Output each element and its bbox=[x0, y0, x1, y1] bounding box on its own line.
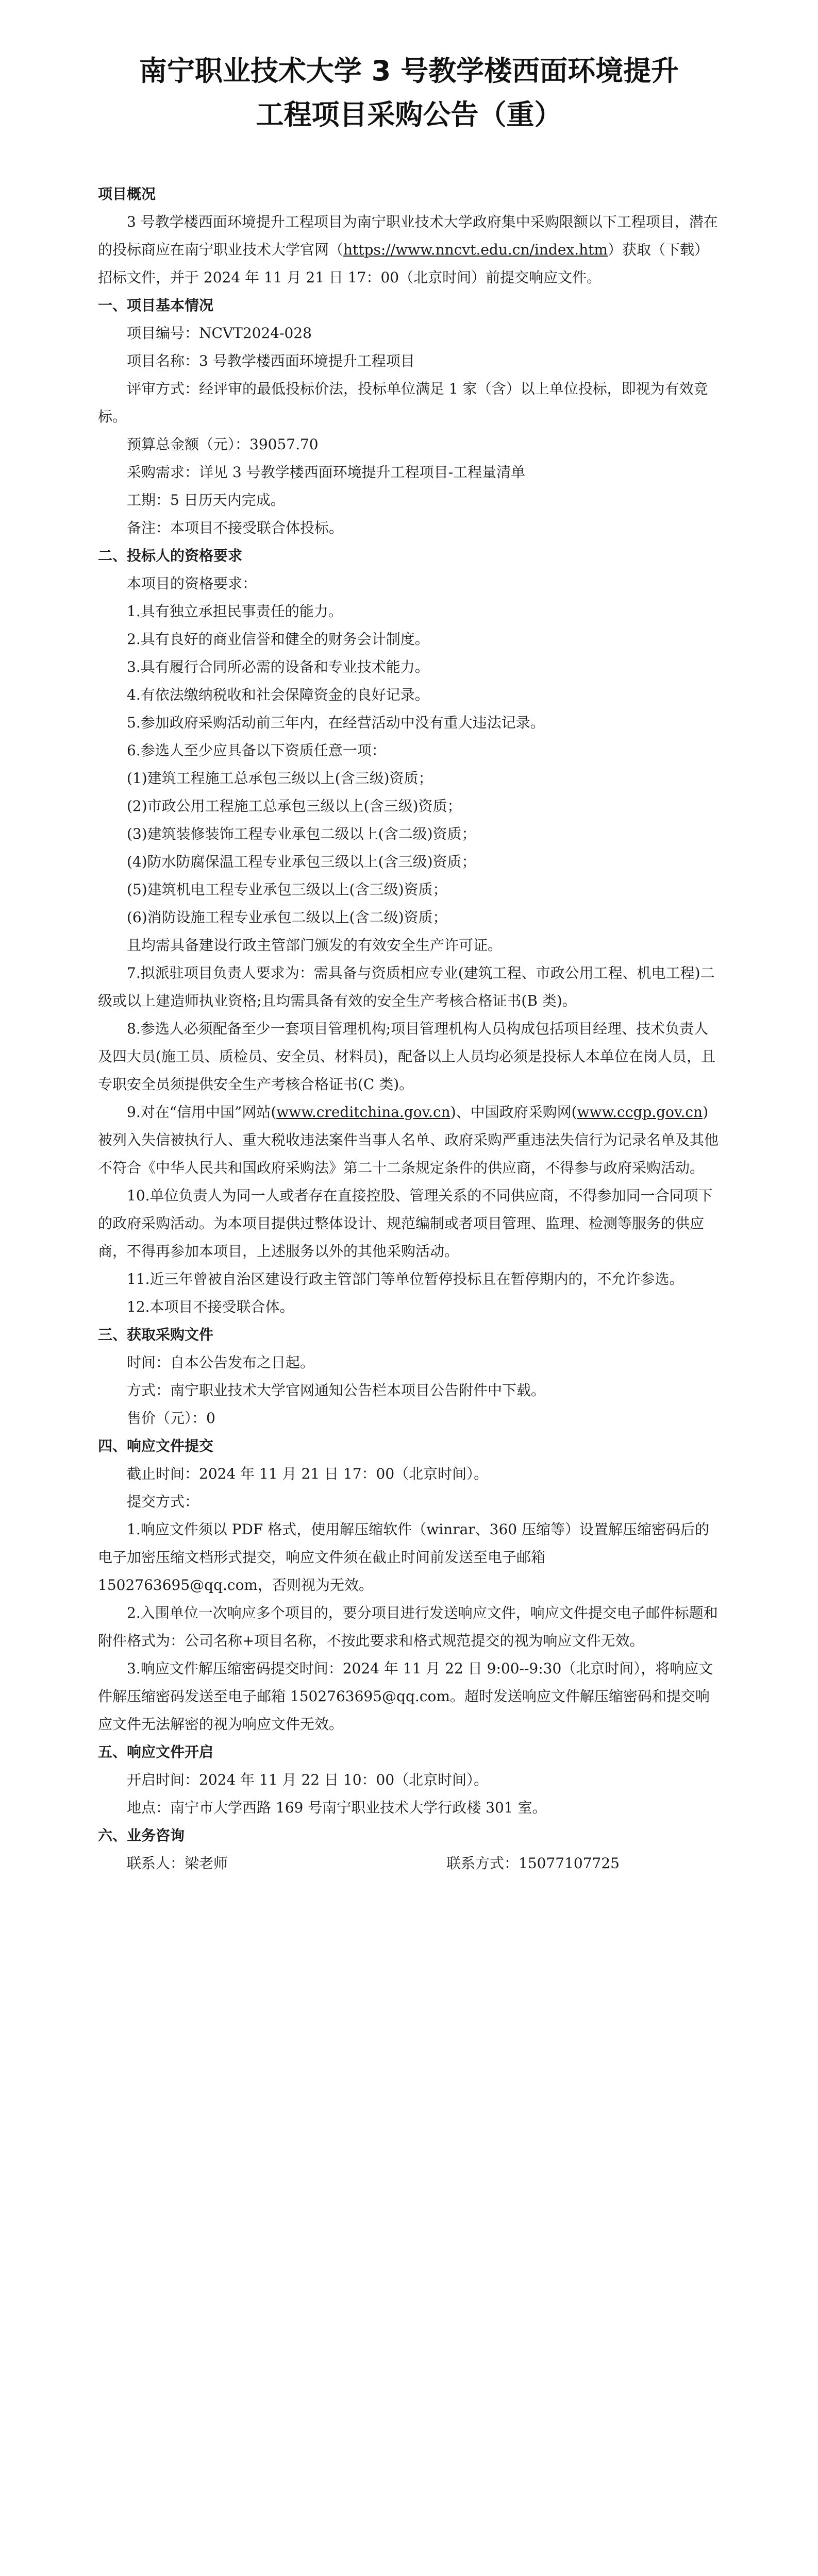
ccgp-link[interactable]: www.ccgp.gov.cn bbox=[577, 1104, 703, 1121]
budget-amount: 预算总金额（元）：39057.70 bbox=[127, 436, 319, 453]
evaluation-method: 评审方式：经评审的最低投标价法，投标单位满足 1 家（含）以上单位投标，即视为有效竞标。 bbox=[98, 380, 708, 425]
document-method: 方式：南宁职业技术大学官网通知公告栏本项目公告附件中下载。 bbox=[127, 1382, 546, 1399]
qualification-item: 6.参选人至少应具备以下资质任意一项： bbox=[127, 742, 386, 759]
qualification-item: (3)建筑装修装饰工程专业承包二级以上(含二级)资质； bbox=[127, 825, 476, 842]
opening-location: 地点：南宁市大学西路 169 号南宁职业技术大学行政楼 301 室。 bbox=[127, 1799, 547, 1816]
submission-deadline: 截止时间：2024 年 11 月 21 日 17：00（北京时间）。 bbox=[127, 1465, 489, 1482]
section-1-heading: 一、项目基本情况 bbox=[98, 297, 214, 314]
qualification-item: 且均需具备建设行政主管部门颁发的有效安全生产许可证。 bbox=[127, 937, 503, 954]
overview-text-b: ）获取（下载）招标文件，并于 2024 年 11 月 21 日 17：00（北京时间）前提交响应文件。 bbox=[98, 241, 709, 286]
overview-paragraph bbox=[98, 208, 722, 292]
submission-rule: 3.响应文件解压缩密码提交时间：2024 年 11 月 22 日 9:00--9:30（北京时间），将响应文件解压缩密码发送至电子邮箱 1502763695@qq.com。超时发送响应文件解压缩密码和提交响应文件无法解密的视为响应文件无效。 bbox=[98, 1660, 713, 1733]
remark: 备注：本项目不接受联合体投标。 bbox=[127, 519, 344, 536]
page-title-line-1: 南宁职业技术大学 3 号教学楼西面环境提升 bbox=[139, 55, 679, 87]
website-link[interactable]: https://www.nncvt.edu.cn/index.htm bbox=[343, 241, 608, 258]
creditchina-link[interactable]: www.creditchina.gov.cn bbox=[276, 1104, 450, 1121]
qualification-item: (5)建筑机电工程专业承包三级以上(含三级)资质； bbox=[127, 881, 447, 898]
section-3-heading: 三、获取采购文件 bbox=[98, 1326, 214, 1343]
qualification-item: 4.有依法缴纳税收和社会保障资金的良好记录。 bbox=[127, 686, 429, 703]
qualification-item: 12.本项目不接受联合体。 bbox=[127, 1298, 294, 1315]
page-title-line-2: 工程项目采购公告（重） bbox=[256, 98, 562, 131]
qualification-item: 2.具有良好的商业信誉和健全的财务会计制度。 bbox=[127, 631, 429, 648]
document-time: 时间：自本公告发布之日起。 bbox=[127, 1354, 315, 1371]
qualification-item: 7.拟派驻项目负责人要求为：需具备与资质相应专业(建筑工程、市政公用工程、机电工程)二级或以上建造师执业资格;且均需具备有效的安全生产考核合格证书(B 类)。 bbox=[98, 964, 715, 1009]
project-number: 项目编号：NCVT2024-028 bbox=[127, 325, 312, 342]
overview-heading: 项目概况 bbox=[98, 185, 156, 202]
qualification-item: 1.具有独立承担民事责任的能力。 bbox=[127, 603, 343, 620]
contact-row bbox=[98, 1850, 722, 1877]
contact-person: 联系人：梁老师 bbox=[127, 1855, 228, 1872]
qualification-item: 本项目的资格要求： bbox=[127, 575, 257, 592]
section-5-heading: 五、响应文件开启 bbox=[98, 1743, 214, 1760]
announcement-body bbox=[98, 180, 722, 1877]
submission-rule: 1.响应文件须以 PDF 格式，使用解压缩软件（winrar、360 压缩等）设置解压缩密码后的电子加密压缩文档形式提交，响应文件须在截止时间前发送至电子邮箱 1502763695@qq.com，否则视为无效。 bbox=[98, 1521, 709, 1594]
qualification-item: 8.参选人必须配备至少一套项目管理机构;项目管理机构人员构成包括项目经理、技术负责人及四大员(施工员、质检员、安全员、材料员)，配备以上人员均必须是投标人本单位在岗人员，且专职安全员须提供安全生产考核合格证书(C 类)。 bbox=[98, 1020, 715, 1093]
section-6-heading: 六、业务咨询 bbox=[98, 1827, 185, 1844]
submission-rule: 2.入围单位一次响应多个项目的，要分项目进行发送响应文件，响应文件提交电子邮件标题和附件格式为：公司名称+项目名称，不按此要求和格式规范提交的视为响应文件无效。 bbox=[98, 1604, 718, 1649]
section-2-heading: 二、投标人的资格要求 bbox=[98, 547, 243, 564]
item9-text-c: )被列入失信被执行人、重大税收违法案件当事人名单、政府采购严重违法失信行为记录名单及其他不符合《中华人民共和国政府采购法》第二十二条规定条件的供应商，不得参与政府采购活动。 bbox=[98, 1104, 719, 1176]
qualification-item: 5.参加政府采购活动前三年内，在经营活动中没有重大违法记录。 bbox=[127, 714, 545, 731]
qualification-item: 3.具有履行合同所必需的设备和专业技术能力。 bbox=[127, 658, 429, 675]
qualification-item-9 bbox=[98, 1098, 722, 1182]
qualification-item: 11.近三年曾被自治区建设行政主管部门等单位暂停投标且在暂停期内的，不允许参选。 bbox=[127, 1270, 684, 1287]
qualification-item: 10.单位负责人为同一人或者存在直接控股、管理关系的不同供应商，不得参加同一合同项下的政府采购活动。为本项目提供过整体设计、规范编制或者项目管理、监理、检测等服务的供应商，不得再参加本项目，上述服务以外的其他采购活动。 bbox=[98, 1187, 713, 1260]
item9-text-a: 9.对在“信用中国”网站( bbox=[127, 1104, 277, 1121]
procurement-requirement: 采购需求：详见 3 号教学楼西面环境提升工程项目-工程量清单 bbox=[127, 464, 526, 481]
opening-time: 开启时间：2024 年 11 月 22 日 10：00（北京时间）。 bbox=[127, 1771, 489, 1788]
qualification-item: (2)市政公用工程施工总承包三级以上(含三级)资质； bbox=[127, 798, 462, 815]
project-name: 项目名称：3 号教学楼西面环境提升工程项目 bbox=[127, 352, 415, 369]
item9-text-b: )、中国政府采购网( bbox=[450, 1104, 577, 1121]
contact-phone: 联系方式：15077107725 bbox=[446, 1855, 620, 1872]
submission-method: 提交方式： bbox=[127, 1493, 199, 1510]
qualification-item: (1)建筑工程施工总承包三级以上(含三级)资质； bbox=[127, 770, 433, 787]
construction-period: 工期：5 日历天内完成。 bbox=[127, 492, 285, 509]
document-price: 售价（元）：0 bbox=[127, 1410, 215, 1427]
qualification-item: (6)消防设施工程专业承包二级以上(含二级)资质； bbox=[127, 909, 447, 926]
overview-text-a: 3 号教学楼西面环境提升工程项目为南宁职业技术大学政府集中采购限额以下工程项目，潜在的投标商应在南宁职业技术大学官网（ bbox=[98, 213, 718, 258]
section-4-heading: 四、响应文件提交 bbox=[98, 1437, 214, 1454]
qualification-item: (4)防水防腐保温工程专业承包三级以上(含三级)资质； bbox=[127, 853, 476, 870]
